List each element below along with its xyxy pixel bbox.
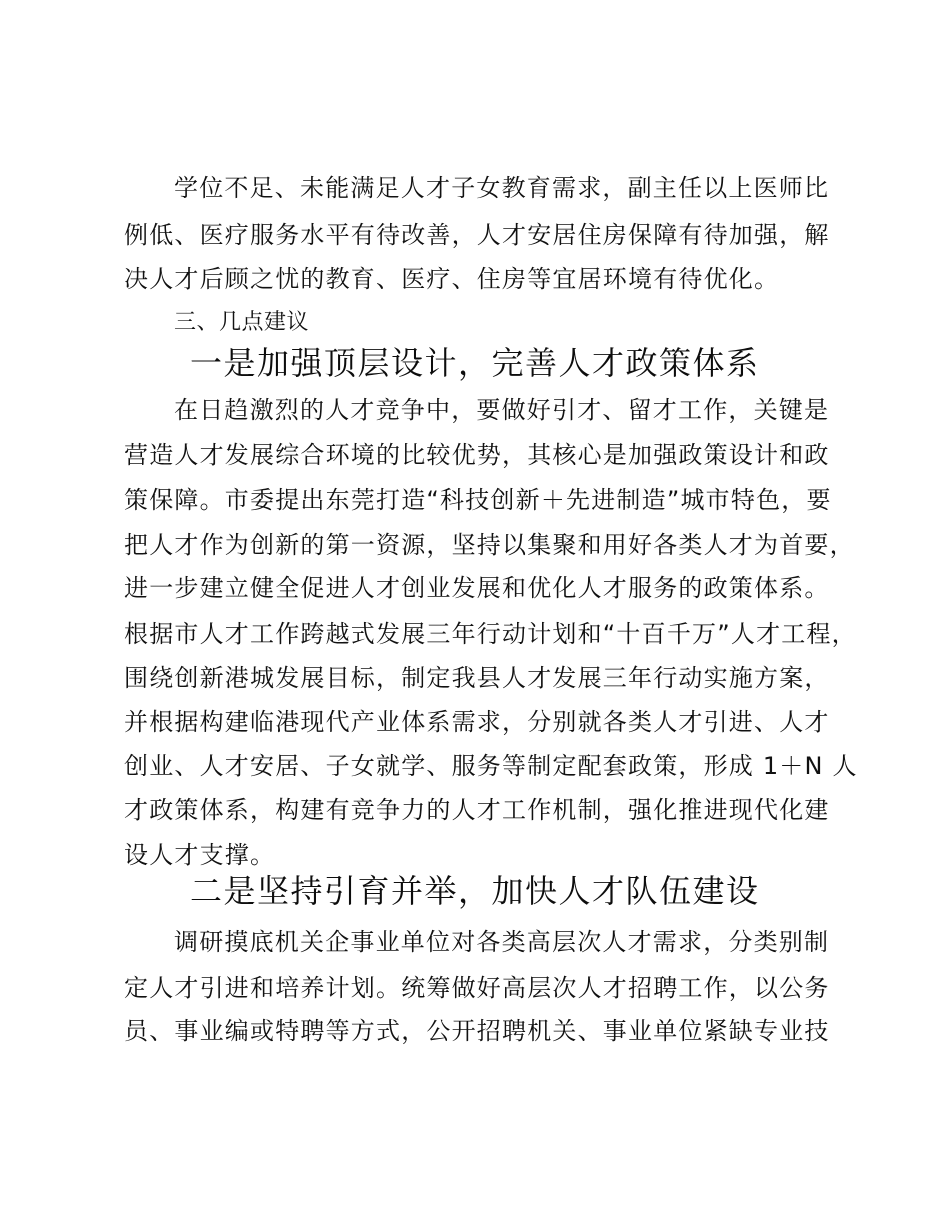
paragraph-line: 并根据构建临港现代产业体系需求，分别就各类人才引进、人才 [124,708,830,736]
paragraph-line: 创业、人才安居、子女就学、服务等制定配套政策，形成 1＋N 人 [124,752,858,780]
section-title: 三、几点建议 [174,310,310,335]
paragraph-line: 学位不足、未能满足人才子女教育需求，副主任以上医师比 [174,174,830,202]
paragraph-line: 把人才作为创新的第一资源，坚持以集聚和用好各类人才为首要， [124,531,855,559]
paragraph-line: 根据市人才工作跨越式发展三年行动计划和“十百千万”人才工程， [124,620,857,648]
paragraph-line: 进一步建立健全促进人才创业发展和优化人才服务的政策体系。 [124,574,830,602]
paragraph-line: 例低、医疗服务水平有待改善，人才安居住房保障有待加强，解 [124,221,830,249]
subsection-heading-1: 一是加强顶层设计，完善人才政策体系 [190,344,760,382]
paragraph-line: 设人才支撑。 [124,841,276,869]
paragraph-line: 定人才引进和培养计划。统筹做好高层次人才招聘工作，以公务 [124,974,830,1002]
paragraph-line: 营造人才发展综合环境的比较优势，其核心是加强政策设计和政 [124,441,830,469]
paragraph-line: 员、事业编或特聘等方式，公开招聘机关、事业单位紧缺专业技 [124,1017,830,1045]
paragraph-line: 调研摸底机关企事业单位对各类高层次人才需求，分类别制 [174,928,830,956]
paragraph-line: 在日趋激烈的人才竞争中，要做好引才、留才工作，关键是 [174,396,830,424]
paragraph-line: 策保障。市委提出东莞打造“科技创新＋先进制造”城市特色，要 [124,486,832,514]
paragraph-line: 才政策体系，构建有竞争力的人才工作机制，强化推进现代化建 [124,796,830,824]
subsection-heading-2: 二是坚持引育并举，加快人才队伍建设 [190,872,760,910]
paragraph-line: 围绕创新港城发展目标，制定我县人才发展三年行动实施方案， [124,664,830,692]
paragraph-line: 决人才后顾之忧的教育、医疗、住房等宜居环境有待优化。 [124,265,780,293]
